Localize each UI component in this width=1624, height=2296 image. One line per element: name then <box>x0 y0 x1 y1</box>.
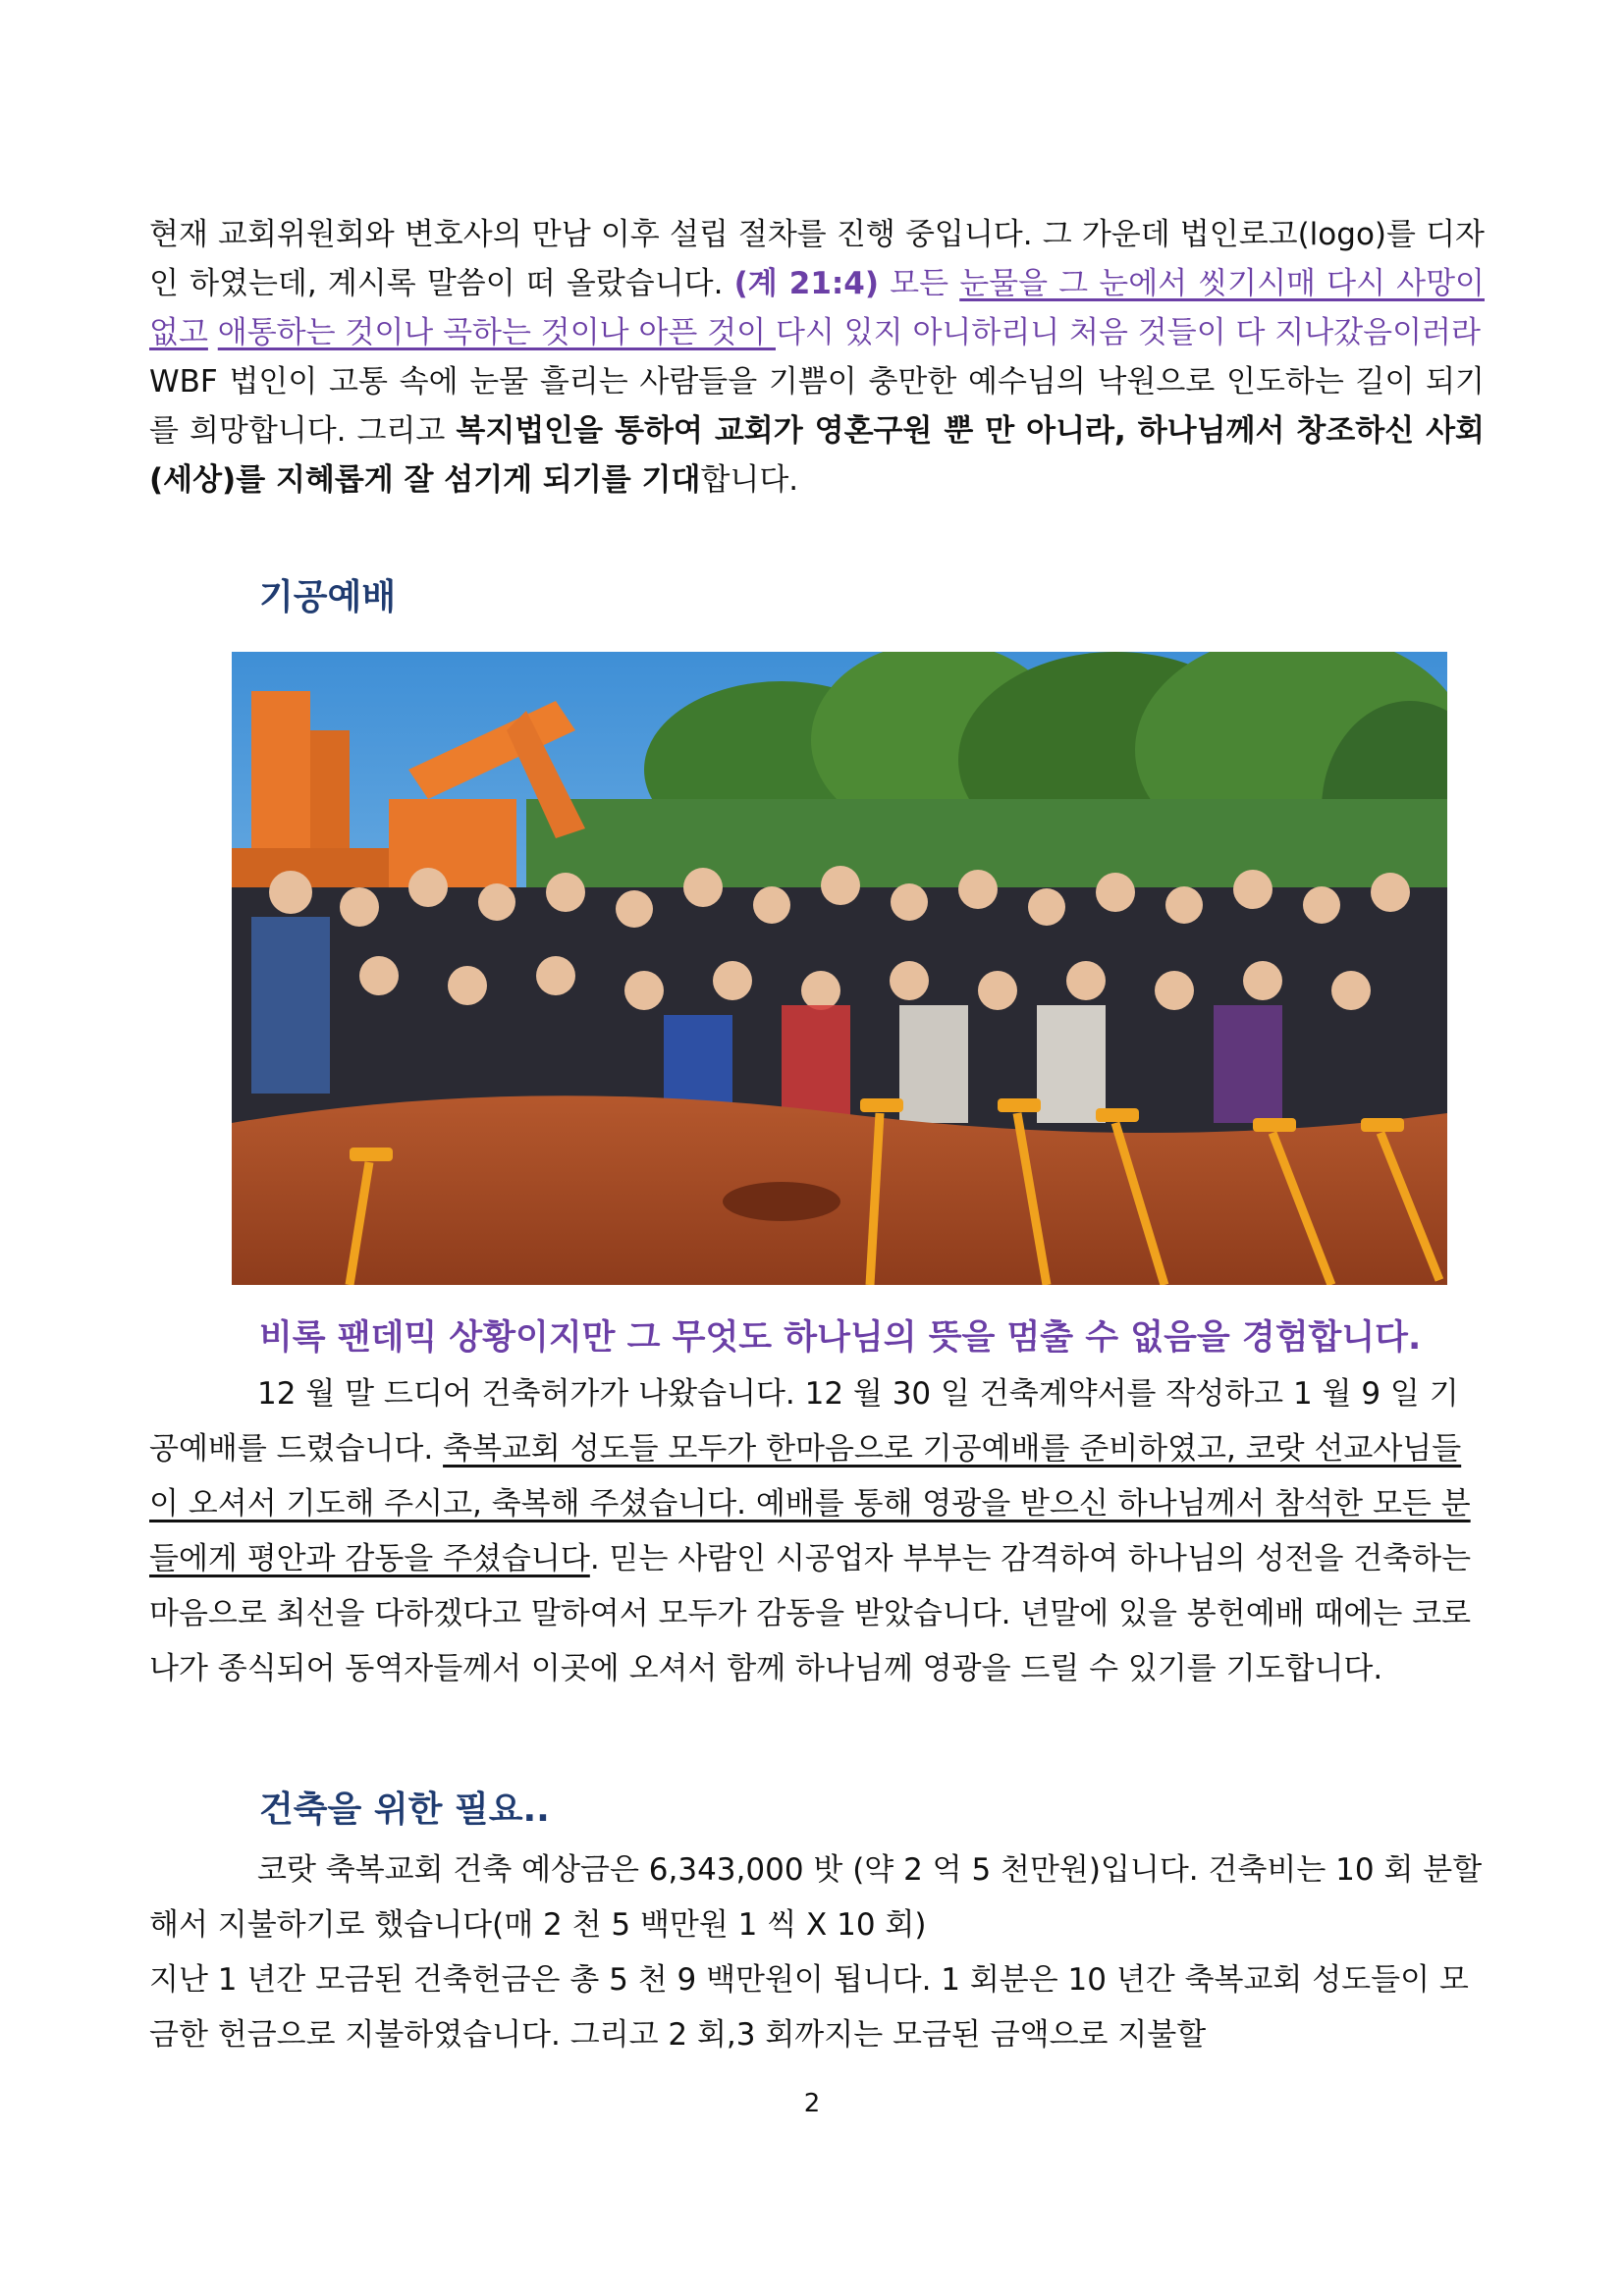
construction-line-2: 지난 1 년간 모금된 건축헌금은 총 5 천 9 백만원이 됩니다. 1 회분은 10 년간 축복교회 성도들이 모금한 헌금으로 지불하였습니다. 그리고 2 회,3 회까지는 모금된 금액으로 지불할 <box>149 1962 1469 2053</box>
section-heading-groundbreaking: 기공예배 <box>259 577 397 617</box>
verse-underlined-1: 눈물을 그 눈에서 씻기시매 다시 사망이 없고 <box>149 266 1485 350</box>
groundbreaking-text-1: 12 월 말 드디어 건축허가가 나왔습니다. 12 월 30 일 건축계약서를 작성하고 1 월 9 일 기공예배를 드렸습니다. <box>149 1376 1459 1467</box>
verse-text-3: 다시 있지 아니하리니 처음 것들이 다 지나갔음이러라 <box>775 315 1481 350</box>
subheading-pandemic: 비록 팬데믹 상황이지만 그 무엇도 하나님의 뜻을 멈출 수 없음을 경험합니다. <box>259 1318 1422 1358</box>
groundbreaking-photo <box>232 652 1447 1285</box>
groundbreaking-paragraph <box>149 1366 1485 1696</box>
construction-line-1 <box>149 1842 1485 1952</box>
intro-text-3: 합니다. <box>700 462 799 498</box>
intro-text-1: 현재 교회위원회와 변호사의 만남 이후 설립 절차를 진행 중입니다. 그 가운데 법인로고(logo)를 디자인 하였는데, 계시록 말씀이 떠 올랐습니다. <box>149 217 1485 301</box>
groundbreaking-text-2: . 믿는 사람인 시공업자 부부는 감격하여 하나님의 성전을 건축하는 마음으로 최선을 다하겠다고 말하여서 모두가 감동을 받았습니다. 년말에 있을 봉헌예배 때에는 코로나가 종식되어 동역자들께서 이곳에 오셔서 함께 하나님께 영광을 드릴 수 있기를 기도합니다. <box>149 1541 1472 1686</box>
section-heading-construction-needs: 건축을 위한 필요.. <box>259 1789 550 1830</box>
groundbreaking-underlined-text: 축복교회 성도들 모두가 한마음으로 기공예배를 준비하였고, 코랏 선교사님들이 오셔서 기도해 주시고, 축복해 주셨습니다. 예배를 통해 영광을 받으신 하나님께서 참석한 모든 분들에게 평안과 감동을 주셨습니다 <box>149 1431 1471 1576</box>
construction-text-1: 코랏 축복교회 건축 예상금은 6,343,000 밧 (약 2 억 5 천만원)입니다. 건축비는 10 회 분할해서 지불하기로 했습니다(매 2 천 5 백만원 1 씩 X 10 회) <box>149 1852 1483 1943</box>
intro-text-2: WBF 법인이 고통 속에 눈물 흘리는 사람들을 기쁨이 충만한 예수님의 낙원으로 인도하는 길이 되기를 희망합니다. 그리고 <box>149 315 1511 449</box>
construction-paragraph <box>149 1842 1485 2062</box>
verse-reference: (계 21:4) <box>733 266 880 301</box>
intro-bold-text: 복지법인을 통하여 교회가 영혼구원 뿐 만 아니라, 하나님께서 창조하신 사회(세상)를 지혜롭게 잘 섬기게 되기를 기대 <box>149 413 1485 498</box>
verse-underlined-2: 애통하는 것이나 곡하는 것이나 아픈 것이 <box>217 315 776 350</box>
page-number: 2 <box>803 2089 821 2118</box>
intro-paragraph <box>149 210 1511 505</box>
verse-text-2 <box>208 315 218 350</box>
verse-text-1: 모든 <box>879 266 960 301</box>
